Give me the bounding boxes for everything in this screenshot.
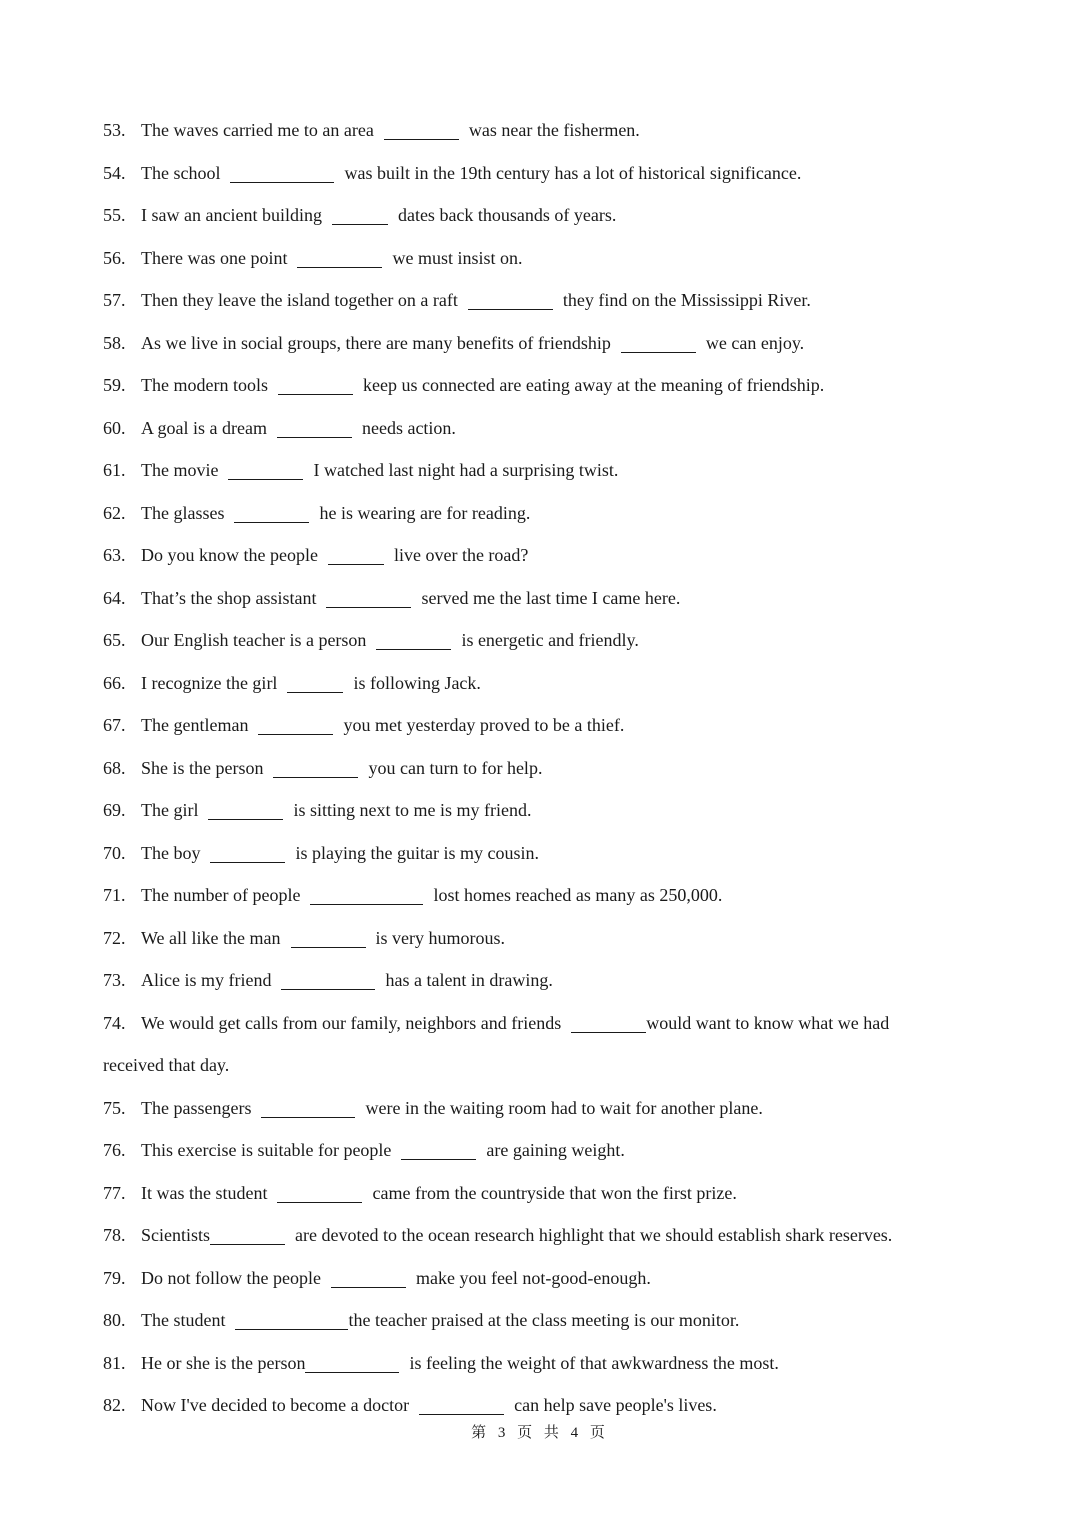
- question-text-before: The passengers: [141, 1097, 252, 1118]
- question-item: [103, 832, 943, 875]
- question-text-after: has a talent in drawing.: [385, 970, 553, 990]
- question-text-after: was near the fishermen.: [468, 120, 640, 140]
- answer-blank[interactable]: [326, 587, 411, 608]
- answer-blank[interactable]: [621, 332, 696, 353]
- question-text-before: Do you know the people: [141, 545, 318, 565]
- question-text-after: would want to know what we had received that day.: [103, 1012, 890, 1075]
- question-number: 61.: [103, 460, 126, 480]
- question-text-before: That’s the shop assistant: [141, 587, 317, 608]
- question-item: [103, 1129, 943, 1172]
- question-number: 62.: [103, 502, 126, 523]
- question-text-before: As we live in social groups, there are many benefits of friendship: [141, 332, 611, 353]
- question-item: [103, 492, 943, 535]
- question-number: 71.: [103, 885, 126, 905]
- question-text-before: This exercise is suitable for people: [141, 1140, 392, 1160]
- question-text-after: we must insist on.: [392, 247, 523, 268]
- answer-blank[interactable]: [277, 417, 352, 438]
- question-text-before: She is the person: [141, 757, 264, 778]
- question-number: 80.: [103, 1310, 126, 1330]
- question-text-before: The girl: [141, 800, 199, 820]
- question-item: [103, 704, 943, 747]
- question-item: [103, 1342, 943, 1385]
- question-item: [103, 1002, 943, 1087]
- question-text-after: were in the waiting room had to wait for another plane.: [365, 1097, 763, 1118]
- question-text-after: are gaining weight.: [486, 1140, 625, 1160]
- question-text-before: Alice is my friend: [141, 970, 272, 990]
- answer-blank[interactable]: [230, 162, 334, 183]
- answer-blank[interactable]: [401, 1139, 476, 1160]
- answer-blank[interactable]: [228, 459, 303, 480]
- question-text-after: can help save people's lives.: [514, 1395, 717, 1415]
- question-item: [103, 619, 943, 662]
- question-text-before: Then they leave the island together on a raft: [141, 290, 458, 310]
- question-item: [103, 1299, 943, 1342]
- question-text-before: Now I've decided to become a doctor: [141, 1395, 410, 1415]
- question-text-before: He or she is the person: [141, 1352, 306, 1373]
- question-number: 68.: [103, 757, 126, 778]
- question-text-after: you met yesterday proved to be a thief.: [343, 715, 625, 735]
- question-text-before: A goal is a dream: [141, 417, 267, 438]
- answer-blank[interactable]: [287, 672, 343, 693]
- question-item: [103, 1257, 943, 1300]
- question-item: [103, 1172, 943, 1215]
- question-number: 78.: [103, 1225, 126, 1245]
- question-text-before: We would get calls from our family, neighbors and friends: [141, 1012, 562, 1033]
- question-item: [103, 237, 943, 280]
- question-text-after: is playing the guitar is my cousin.: [295, 842, 539, 863]
- answer-blank[interactable]: [278, 374, 353, 395]
- question-text-before: The waves carried me to an area: [141, 120, 374, 140]
- question-item: [103, 109, 943, 152]
- question-number: 69.: [103, 800, 126, 820]
- question-number: 70.: [103, 842, 126, 863]
- question-text-before: We all like the man: [141, 927, 281, 948]
- question-text-after: keep us connected are eating away at the meaning of friendship.: [362, 375, 825, 395]
- answer-blank[interactable]: [281, 969, 375, 990]
- question-text-after: live over the road?: [393, 545, 529, 565]
- question-number: 79.: [103, 1267, 126, 1288]
- question-item: [103, 534, 943, 577]
- question-text-before: Our English teacher is a person: [141, 630, 367, 650]
- question-text-after: was built in the 19th century has a lot of historical significance.: [344, 162, 802, 183]
- question-text-before: The student: [141, 1310, 226, 1330]
- answer-blank[interactable]: [273, 757, 358, 778]
- question-number: 54.: [103, 162, 126, 183]
- question-text-after: is feeling the weight of that awkwardness the most.: [409, 1352, 779, 1373]
- question-number: 82.: [103, 1395, 126, 1415]
- question-item: [103, 917, 943, 960]
- answer-blank[interactable]: [419, 1394, 504, 1415]
- question-text-before: Do not follow the people: [141, 1267, 321, 1288]
- question-number: 57.: [103, 290, 126, 310]
- answer-blank[interactable]: [305, 1352, 399, 1373]
- question-text-after: served me the last time I came here.: [421, 587, 681, 608]
- question-item: [103, 364, 943, 407]
- question-text-after: make you feel not-good-enough.: [415, 1267, 651, 1288]
- question-text-before: The gentleman: [141, 715, 249, 735]
- question-number: 77.: [103, 1182, 126, 1203]
- question-item: [103, 194, 943, 237]
- question-item: [103, 1214, 943, 1257]
- answer-blank[interactable]: [310, 884, 423, 905]
- answer-blank[interactable]: [234, 502, 309, 523]
- answer-blank[interactable]: [571, 1012, 646, 1033]
- question-text-before: I recognize the girl: [141, 672, 278, 693]
- question-item: [103, 747, 943, 790]
- question-number: 74.: [103, 1012, 126, 1033]
- question-text-before: I saw an ancient building: [141, 205, 322, 225]
- question-number: 66.: [103, 672, 126, 693]
- answer-blank[interactable]: [468, 289, 553, 310]
- question-item: [103, 1087, 943, 1130]
- question-text-after: are devoted to the ocean research highlight that we should establish shark reserves.: [295, 1225, 893, 1245]
- question-text-after: I watched last night had a surprising twist.: [313, 460, 619, 480]
- question-item: [103, 662, 943, 705]
- question-text-after: is energetic and friendly.: [461, 630, 639, 650]
- question-item: [103, 322, 943, 365]
- question-text-after: lost homes reached as many as 250,000.: [433, 885, 723, 905]
- answer-blank[interactable]: [210, 1224, 285, 1245]
- question-number: 53.: [103, 120, 126, 140]
- question-number: 60.: [103, 417, 126, 438]
- question-number: 75.: [103, 1097, 126, 1118]
- question-number: 64.: [103, 587, 126, 608]
- question-number: 58.: [103, 332, 126, 353]
- question-text-before: The movie: [141, 460, 219, 480]
- question-text-before: The number of people: [141, 885, 301, 905]
- question-text-after: the teacher praised at the class meeting is our monitor.: [348, 1310, 740, 1330]
- answer-blank[interactable]: [208, 799, 283, 820]
- question-text-after: came from the countryside that won the first prize.: [372, 1182, 737, 1203]
- question-item: [103, 789, 943, 832]
- question-number: 59.: [103, 375, 126, 395]
- question-item: [103, 407, 943, 450]
- answer-blank[interactable]: [376, 629, 451, 650]
- question-number: 63.: [103, 545, 126, 565]
- question-number: 67.: [103, 715, 126, 735]
- question-item: [103, 449, 943, 492]
- question-number: 76.: [103, 1140, 126, 1160]
- page-footer: 第 3 页 共 4 页: [471, 1425, 609, 1441]
- answer-blank[interactable]: [258, 714, 333, 735]
- answer-blank[interactable]: [384, 119, 459, 140]
- question-text-before: It was the student: [141, 1182, 268, 1203]
- question-number: 73.: [103, 970, 126, 990]
- question-text-after: dates back thousands of years.: [397, 205, 617, 225]
- question-text-after: he is wearing are for reading.: [319, 502, 531, 523]
- question-text-before: The modern tools: [141, 375, 268, 395]
- answer-blank[interactable]: [291, 927, 366, 948]
- question-text-after: is sitting next to me is my friend.: [293, 800, 532, 820]
- question-number: 72.: [103, 927, 126, 948]
- question-text-after: is very humorous.: [375, 927, 505, 948]
- answer-blank[interactable]: [332, 204, 388, 225]
- question-number: 65.: [103, 630, 126, 650]
- question-text-after: we can enjoy.: [705, 332, 805, 353]
- answer-blank[interactable]: [331, 1267, 406, 1288]
- question-text-after: is following Jack.: [353, 672, 481, 693]
- question-text-before: The boy: [141, 842, 201, 863]
- answer-blank[interactable]: [235, 1309, 348, 1330]
- question-text-before: Scientists: [141, 1225, 211, 1245]
- question-text-after: you can turn to for help.: [368, 757, 543, 778]
- question-text-after: needs action.: [361, 417, 456, 438]
- answer-blank[interactable]: [261, 1097, 355, 1118]
- question-item: [103, 874, 943, 917]
- question-text-before: There was one point: [141, 247, 288, 268]
- answer-blank[interactable]: [297, 247, 382, 268]
- question-text-after: they find on the Mississippi River.: [562, 290, 811, 310]
- answer-blank[interactable]: [277, 1182, 362, 1203]
- question-item: [103, 279, 943, 322]
- question-item: [103, 959, 943, 1002]
- question-text-before: The school: [141, 162, 221, 183]
- question-number: 81.: [103, 1352, 126, 1373]
- answer-blank[interactable]: [210, 842, 285, 863]
- question-text-before: The glasses: [141, 502, 225, 523]
- question-list: [103, 109, 943, 1427]
- answer-blank[interactable]: [328, 544, 384, 565]
- question-number: 55.: [103, 205, 126, 225]
- question-item: [103, 152, 943, 195]
- question-number: 56.: [103, 247, 126, 268]
- question-item: [103, 577, 943, 620]
